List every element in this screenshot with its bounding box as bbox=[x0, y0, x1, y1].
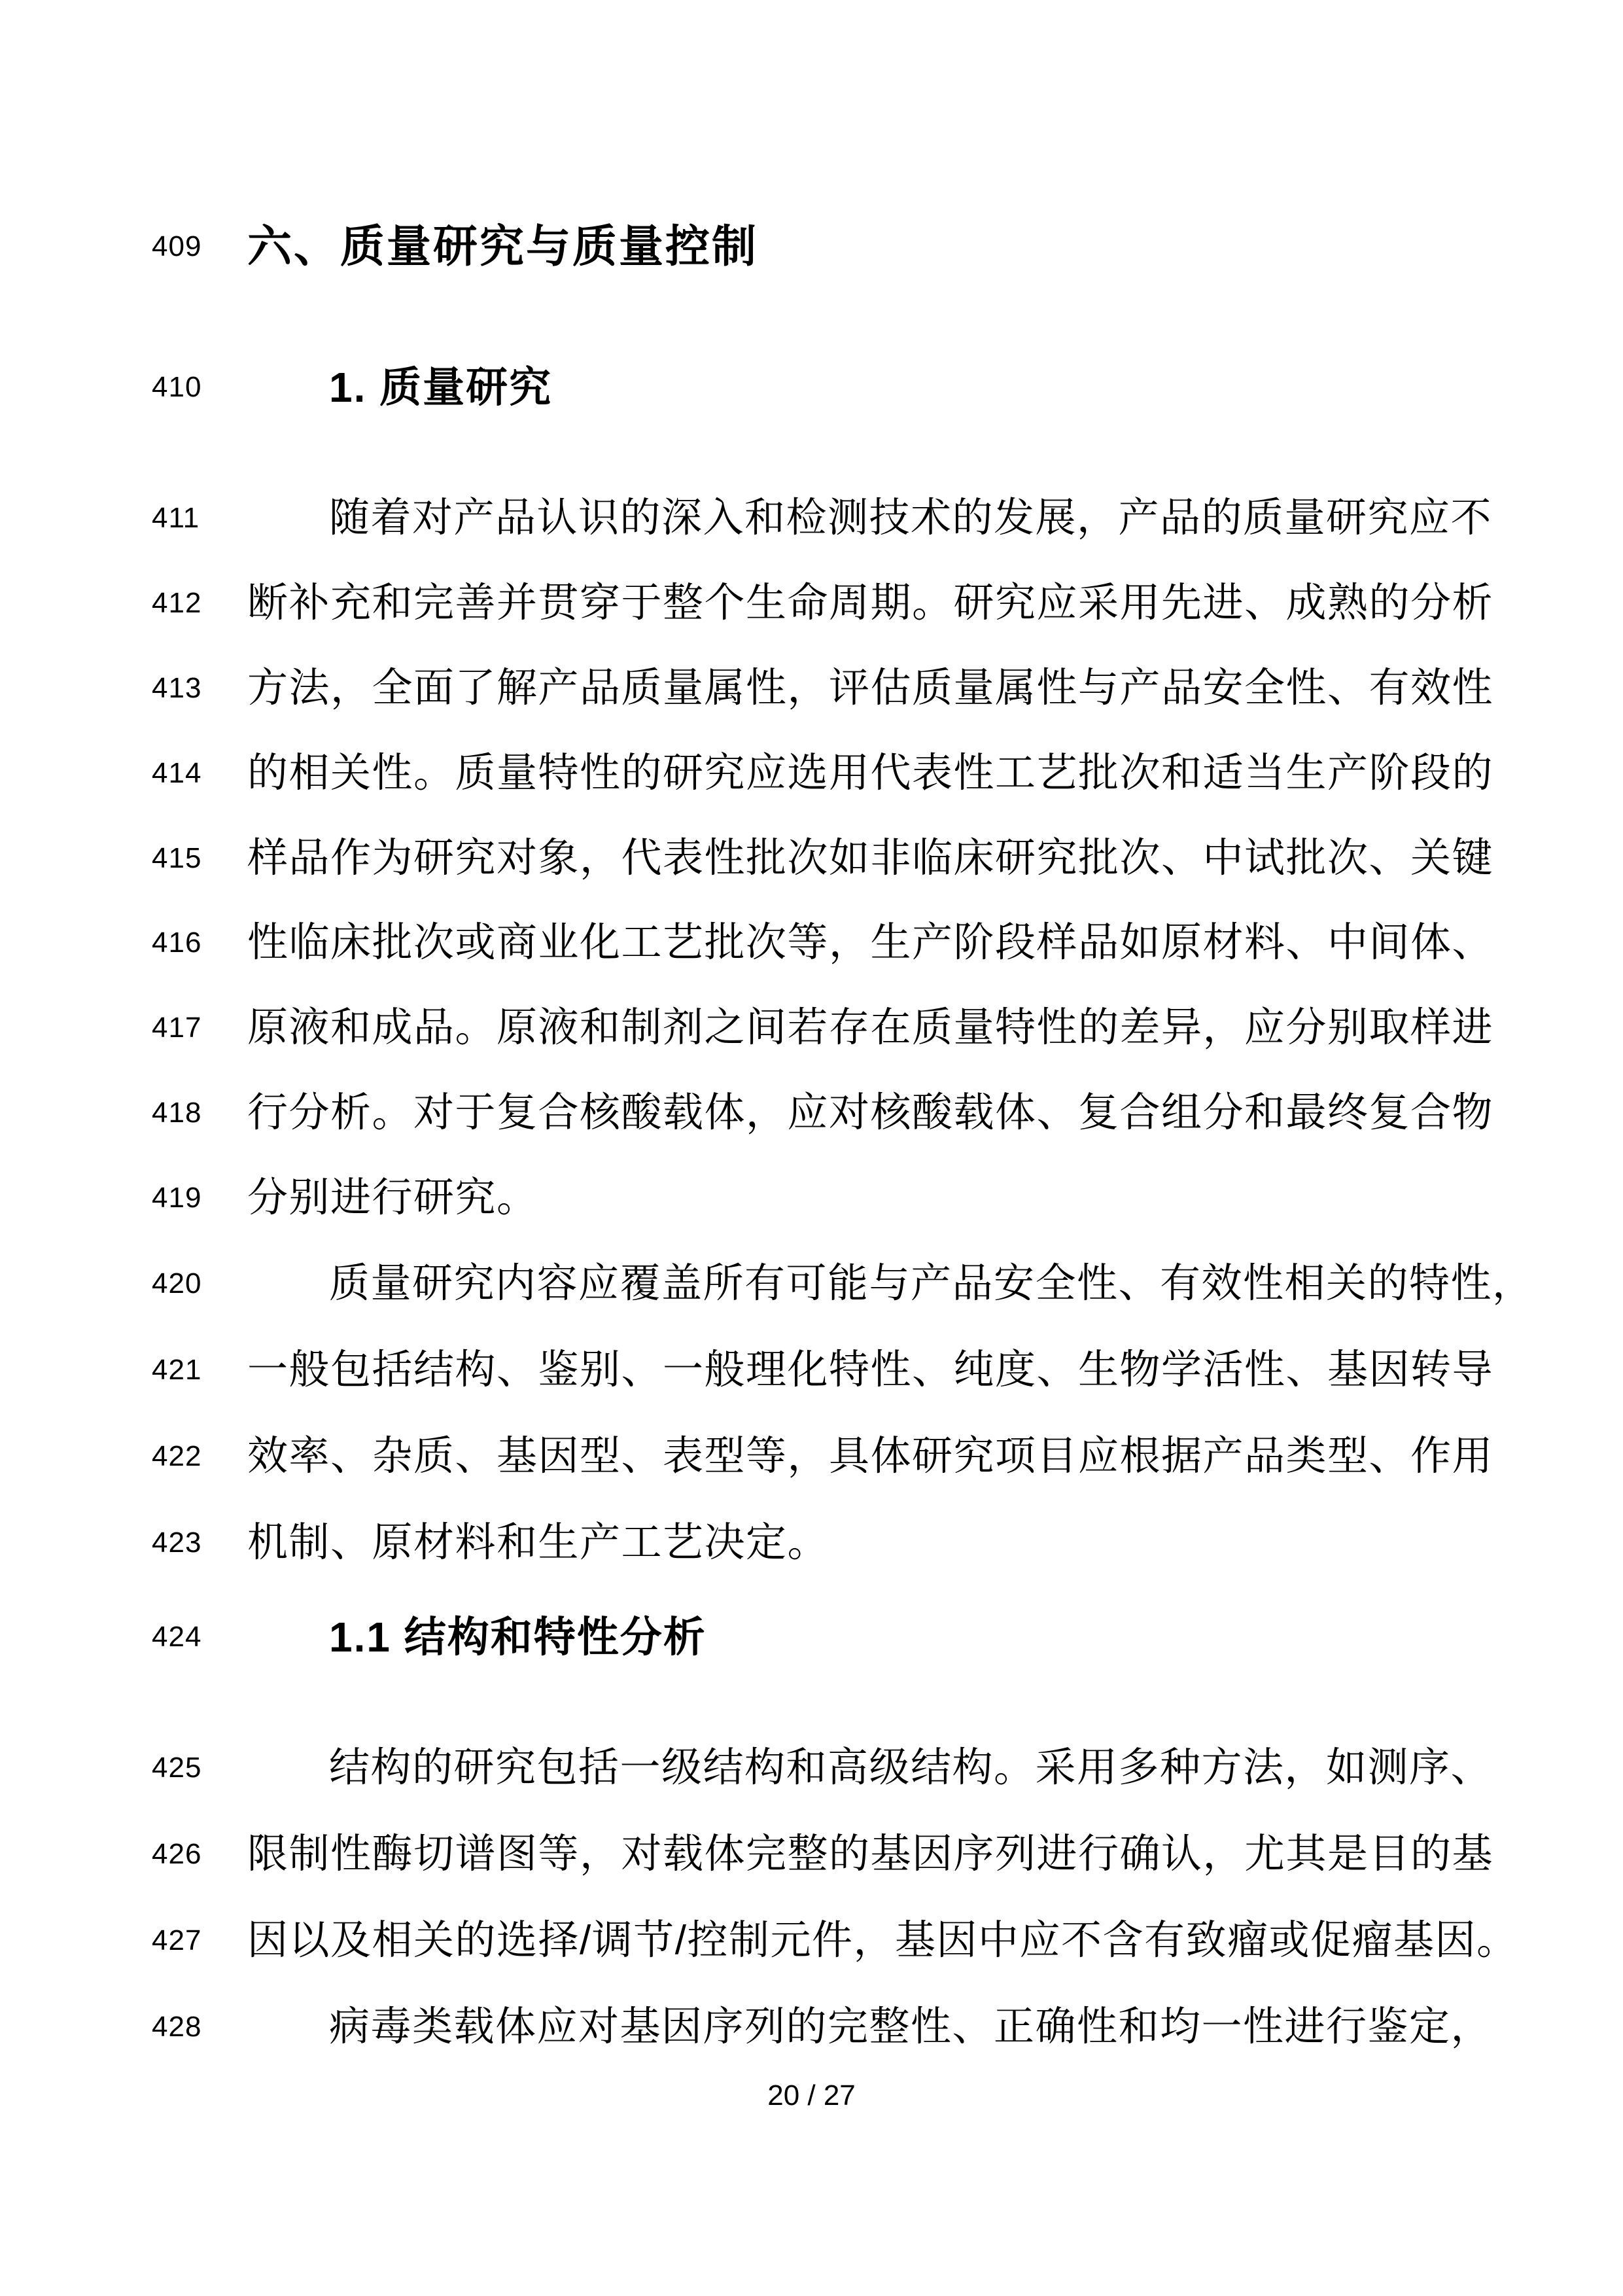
page-number: 20 / 27 bbox=[767, 2079, 856, 2111]
paragraph-text: 一般包括结构、鉴别、一般理化特性、纯度、生物学活性、基因转导 bbox=[247, 1347, 1494, 1392]
line-number: 416 bbox=[152, 927, 202, 959]
text-line bbox=[0, 915, 1623, 970]
paragraph-text: 随着对产品认识的深入和检测技术的发展，产品的质量研究应不 bbox=[329, 495, 1493, 540]
line-number: 426 bbox=[152, 1838, 202, 1870]
line-number: 427 bbox=[152, 1924, 202, 1956]
page-footer bbox=[0, 2073, 1623, 2119]
text-line bbox=[0, 1827, 1623, 1882]
text-line bbox=[0, 746, 1623, 801]
line-number: 428 bbox=[152, 2011, 202, 2043]
line-number: 425 bbox=[152, 1752, 202, 1784]
line-number: 419 bbox=[152, 1182, 202, 1214]
line-number: 415 bbox=[152, 842, 202, 874]
text-line bbox=[0, 2000, 1623, 2055]
paragraph-text: 限制性酶切谱图等，对载体完整的基因序列进行确认，尤其是目的基 bbox=[247, 1831, 1494, 1877]
line-number: 424 bbox=[152, 1621, 202, 1653]
text-line bbox=[0, 1000, 1623, 1055]
text-line bbox=[0, 1086, 1623, 1140]
text-line bbox=[0, 491, 1623, 546]
line-number: 414 bbox=[152, 757, 202, 789]
line-number: 410 bbox=[152, 371, 202, 403]
line-number: 417 bbox=[152, 1012, 202, 1044]
paragraph-text: 原液和成品。原液和制剂之间若存在质量特性的差异，应分别取样进 bbox=[247, 1005, 1494, 1050]
text-line bbox=[0, 576, 1623, 631]
paragraph-text: 机制、原材料和生产工艺决定。 bbox=[247, 1520, 829, 1565]
text-line bbox=[0, 1913, 1623, 1968]
text-line bbox=[0, 1171, 1623, 1226]
line-number: 418 bbox=[152, 1097, 202, 1129]
subsection-heading-line bbox=[0, 360, 1623, 415]
paragraph-text: 断补充和完善并贯穿于整个生命周期。研究应采用先进、成熟的分析 bbox=[247, 580, 1494, 626]
line-number: 412 bbox=[152, 587, 202, 619]
text-line bbox=[0, 661, 1623, 716]
subsection-heading: 1. 质量研究 bbox=[329, 364, 553, 411]
paragraph-text: 分别进行研究。 bbox=[247, 1175, 538, 1220]
line-number: 423 bbox=[152, 1527, 202, 1559]
line-number: 420 bbox=[152, 1267, 202, 1299]
text-line bbox=[0, 1429, 1623, 1484]
paragraph-text: 质量研究内容应覆盖所有可能与产品安全性、有效性相关的特性， bbox=[329, 1261, 1534, 1306]
section-heading-line bbox=[0, 219, 1623, 274]
text-line bbox=[0, 1343, 1623, 1398]
paragraph-text: 性临床批次或商业化工艺批次等，生产阶段样品如原材料、中间体、 bbox=[247, 920, 1494, 965]
subsection-heading: 1.1 结构和特性分析 bbox=[329, 1614, 707, 1661]
line-number: 409 bbox=[152, 230, 202, 262]
line-number: 421 bbox=[152, 1354, 202, 1386]
paragraph-text: 样品作为研究对象，代表性批次如非临床研究批次、中试批次、关键 bbox=[247, 836, 1494, 881]
paragraph-text: 效率、杂质、基因型、表型等，具体研究项目应根据产品类型、作用 bbox=[247, 1434, 1494, 1479]
text-line bbox=[0, 1740, 1623, 1795]
text-line bbox=[0, 1515, 1623, 1570]
paragraph-text: 病毒类载体应对基因序列的完整性、正确性和均一性进行鉴定， bbox=[329, 2004, 1493, 2049]
paragraph-text: 因以及相关的选择/调节/控制元件，基因中应不含有致瘤或促瘤基因。 bbox=[247, 1918, 1518, 1963]
paragraph-text: 的相关性。质量特性的研究应选用代表性工艺批次和适当生产阶段的 bbox=[247, 751, 1494, 796]
text-line bbox=[0, 1256, 1623, 1311]
text-line bbox=[0, 831, 1623, 886]
paragraph-text: 结构的研究包括一级结构和高级结构。采用多种方法，如测序、 bbox=[329, 1745, 1493, 1790]
line-number: 413 bbox=[152, 672, 202, 704]
section-heading: 六、质量研究与质量控制 bbox=[247, 222, 759, 272]
line-number: 422 bbox=[152, 1440, 202, 1472]
subsection-heading-line bbox=[0, 1610, 1623, 1665]
paragraph-text: 行分析。对于复合核酸载体，应对核酸载体、复合组分和最终复合物 bbox=[247, 1090, 1494, 1135]
line-number: 411 bbox=[152, 502, 200, 534]
paragraph-text: 方法，全面了解产品质量属性，评估质量属性与产品安全性、有效性 bbox=[247, 665, 1494, 711]
